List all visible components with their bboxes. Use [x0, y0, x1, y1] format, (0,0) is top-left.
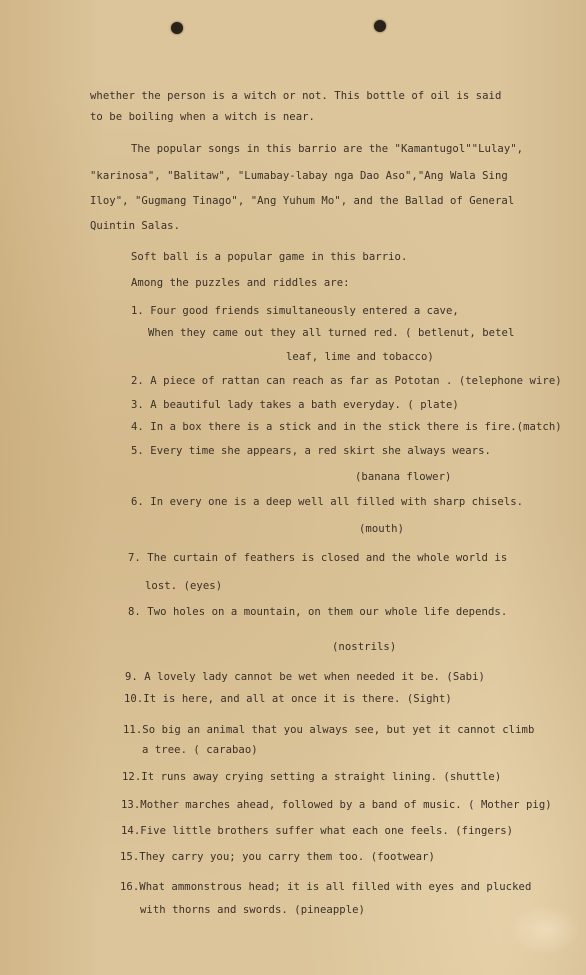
- punch-hole-right: [374, 20, 386, 32]
- riddle-answer: (nostrils): [332, 641, 397, 653]
- text-line: "karinosa", "Balitaw", "Lumabay-labay nga Dao Aso","Ang Wala Sing: [90, 170, 508, 182]
- text-line: The popular songs in this barrio are the "Kamantugol""Lulay",: [131, 143, 524, 155]
- riddle-line: 14.Five little brothers suffer what each one feels. (fingers): [121, 825, 514, 837]
- paper-stain: [510, 905, 580, 955]
- riddle-answer: leaf, lime and tobacco): [286, 351, 434, 363]
- riddle-line: lost. (eyes): [145, 580, 223, 592]
- riddle-line: 6. In every one is a deep well all filled with sharp chisels.: [131, 496, 524, 508]
- riddle-line: 2. A piece of rattan can reach as far as Pototan . (telephone wire): [131, 375, 562, 387]
- riddle-line: 11.So big an animal that you always see, but yet it cannot climb: [123, 724, 535, 736]
- text-line: Soft ball is a popular game in this barrio.: [131, 251, 408, 263]
- text-line: whether the person is a witch or not. This bottle of oil is said: [90, 90, 502, 102]
- riddle-answer: (mouth): [359, 523, 404, 535]
- riddle-line: When they came out they all turned red. ( betlenut, betel: [148, 327, 515, 339]
- riddle-line: 3. A beautiful lady takes a bath everyday. ( plate): [131, 399, 459, 411]
- text-line: Iloy", "Gugmang Tinago", "Ang Yuhum Mo", and the Ballad of General: [90, 195, 515, 207]
- text-line: to be boiling when a witch is near.: [90, 111, 315, 123]
- riddle-line: 10.It is here, and all at once it is there. (Sight): [124, 693, 452, 705]
- riddle-answer: (banana flower): [355, 471, 452, 483]
- riddle-line: 12.It runs away crying setting a straight lining. (shuttle): [122, 771, 502, 783]
- riddle-line: a tree. ( carabao): [142, 744, 258, 756]
- riddle-line: with thorns and swords. (pineapple): [140, 904, 365, 916]
- text-line: Among the puzzles and riddles are:: [131, 277, 350, 289]
- riddle-line: 15.They carry you; you carry them too. (footwear): [120, 851, 435, 863]
- riddle-line: 4. In a box there is a stick and in the stick there is fire.(match): [131, 421, 562, 433]
- riddle-line: 13.Mother marches ahead, followed by a band of music. ( Mother pig): [121, 799, 552, 811]
- text-line: Quintin Salas.: [90, 220, 180, 232]
- punch-hole-left: [171, 22, 183, 34]
- riddle-line: 5. Every time she appears, a red skirt she always wears.: [131, 445, 491, 457]
- riddle-line: 8. Two holes on a mountain, on them our whole life depends.: [128, 606, 508, 618]
- riddle-line: 16.What ammonstrous head; it is all filled with eyes and plucked: [120, 881, 532, 893]
- riddle-line: 1. Four good friends simultaneously entered a cave,: [131, 305, 459, 317]
- riddle-line: 7. The curtain of feathers is closed and the whole world is: [128, 552, 508, 564]
- riddle-line: 9. A lovely lady cannot be wet when needed it be. (Sabi): [125, 671, 485, 683]
